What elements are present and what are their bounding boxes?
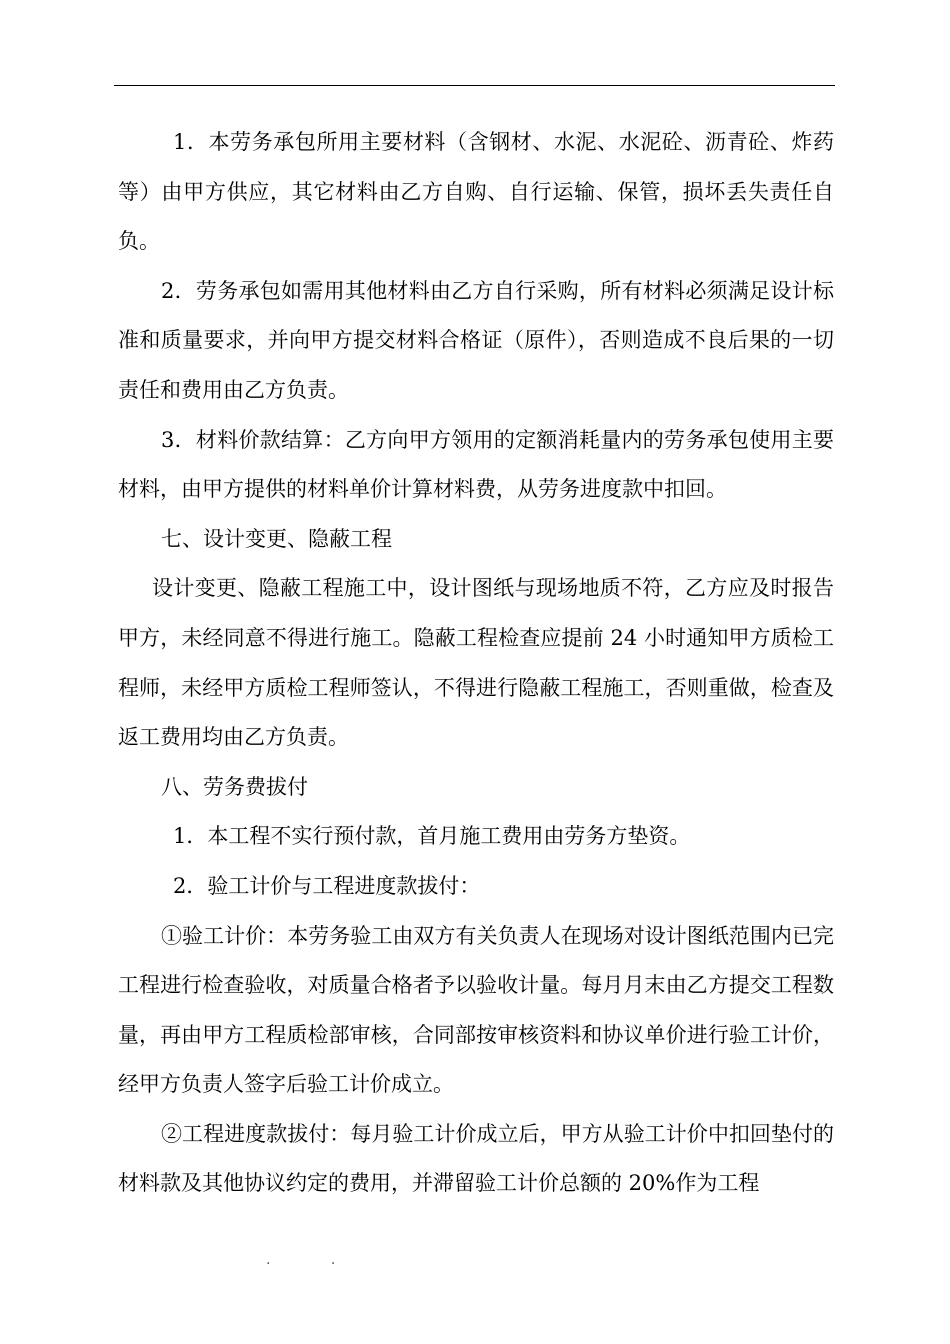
document-body xyxy=(118,118,834,1209)
paragraph-materials-supply: 1．本劳务承包所用主要材料（含钢材、水泥、水泥砼、沥青砼、炸药等）由甲方供应，其它材料由乙方自购、自行运输、保管，损坏丢失责任自负。 xyxy=(118,130,834,254)
section-heading-design-change: 七、设计变更、隐蔽工程 xyxy=(161,526,392,551)
paragraph-progress-payment: ②工程进度款拔付：每月验工计价成立后，甲方从验工计价中扣回垫付的材料款及其他协议约定的费用，并滞留验工计价总额的 20%作为工程 xyxy=(118,1121,834,1196)
paragraph-materials-settlement: 3．材料价款结算：乙方向甲方领用的定额消耗量内的劳务承包使用主要材料，由甲方提供的材料单价计算材料费，从劳务进度款中扣回。 xyxy=(118,427,834,502)
paragraph-valuation-title: 2．验工计价与工程进度款拔付： xyxy=(173,873,481,898)
footer-marks: . . xyxy=(266,1252,364,1268)
paragraph-materials-purchase: 2．劳务承包如需用其他材料由乙方自行采购，所有材料必须满足设计标准和质量要求，并向甲方提交材料合格证（原件），否则造成不良后果的一切责任和费用由乙方负责。 xyxy=(118,278,834,402)
header-rule xyxy=(114,85,835,86)
paragraph-no-advance: 1．本工程不实行预付款，首月施工费用由劳务方垫资。 xyxy=(173,824,691,849)
paragraph-valuation: ①验工计价：本劳务验工由双方有关负责人在现场对设计图纸范围内已完工程进行检查验收，对质量合格者予以验收计量。每月月末由乙方提交工程数量，再由甲方工程质检部审核，合同部按审核资料和协议单价进行验工计价，经甲方负责人签字后验工计价成立。 xyxy=(118,923,834,1097)
paragraph-design-change: 设计变更、隐蔽工程施工中，设计图纸与现场地质不符，乙方应及时报告甲方，未经同意不得进行施工。隐蔽工程检查应提前 24 小时通知甲方质检工程师，未经甲方质检工程师签认，不得进行隐蔽工程施工，否则重做，检查及返工费用均由乙方负责。 xyxy=(118,576,834,750)
section-heading-payment: 八、劳务费拔付 xyxy=(161,774,308,799)
